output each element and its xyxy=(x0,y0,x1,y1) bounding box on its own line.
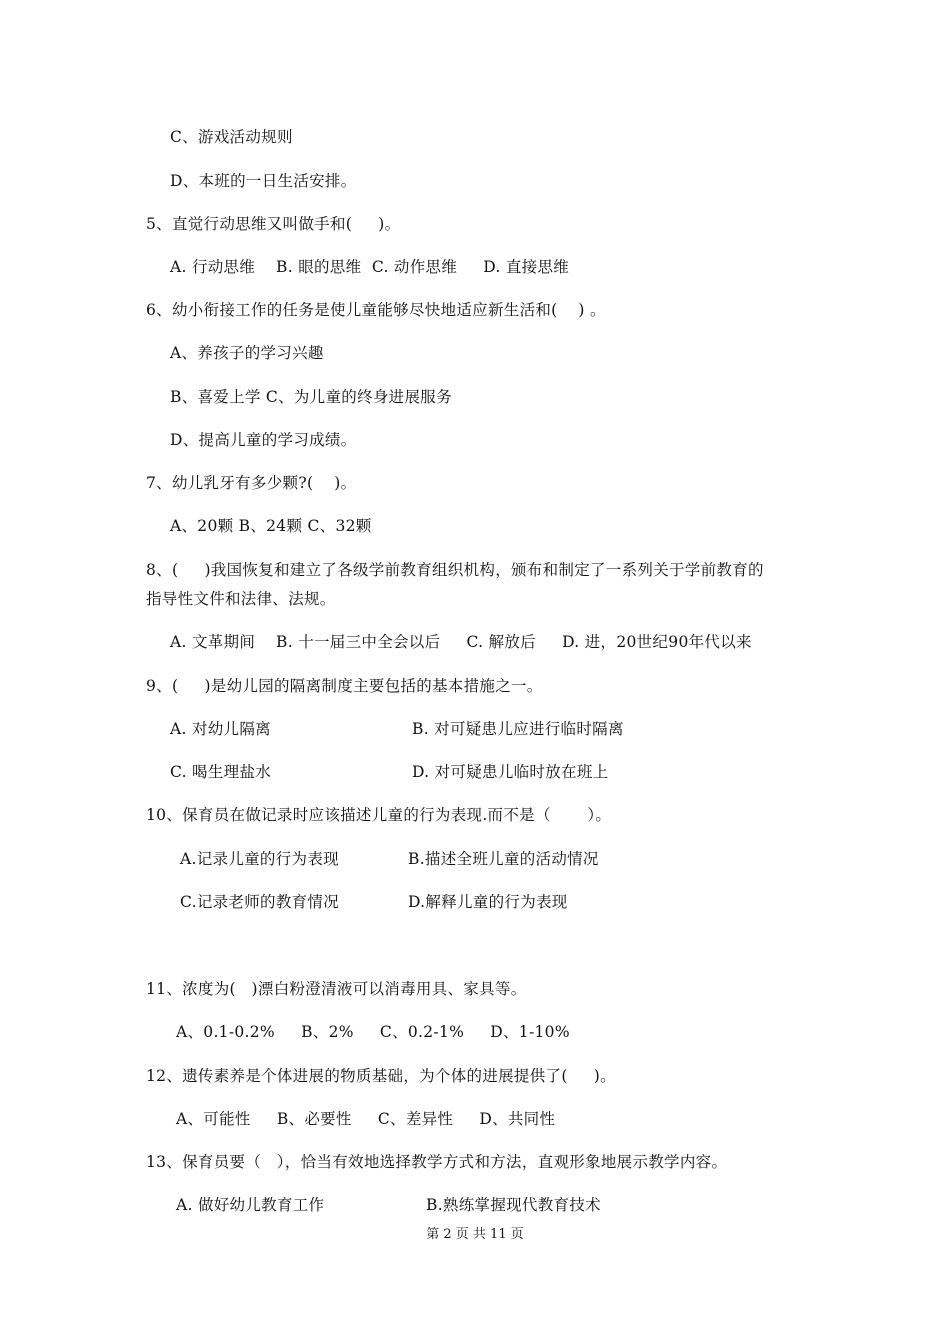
q10-option-d: D.解释儿童的行为表现 xyxy=(408,893,568,911)
q6-option-bc: B、喜爱上学 C、为儿童的终身进展服务 xyxy=(170,388,452,406)
q10-option-a: A.记录儿童的行为表现 xyxy=(180,850,339,868)
q11-options: A、0.1-0.2% B、2% C、0.2-1% D、1-10% xyxy=(176,1023,570,1041)
q12-options: A、可能性 B、必要性 C、差异性 D、共同性 xyxy=(176,1110,556,1128)
q9-option-a: A. 对幼儿隔离 xyxy=(170,720,271,738)
q11-stem: 11、浓度为( )漂白粉澄清液可以消毒用具、家具等。 xyxy=(146,980,527,998)
q9-stem: 9、( )是幼儿园的隔离制度主要包括的基本措施之一。 xyxy=(146,677,543,695)
q10-option-b: B.描述全班儿童的活动情况 xyxy=(408,850,599,868)
q13-option-a: A. 做好幼儿教育工作 xyxy=(176,1196,325,1214)
q7-options: A、20颗 B、24颗 C、32颗 xyxy=(170,517,372,535)
q5-stem: 5、直觉行动思维又叫做手和( )。 xyxy=(146,215,401,233)
q12-stem: 12、遗传素养是个体进展的物质基础，为个体的进展提供了( )。 xyxy=(146,1067,616,1085)
q6-option-d: D、提高儿童的学习成绩。 xyxy=(170,431,357,449)
q10-option-c: C.记录老师的教育情况 xyxy=(180,893,340,911)
q13-stem: 13、保育员要（ ），恰当有效地选择教学方式和方法，直观形象地展示教学内容。 xyxy=(146,1153,728,1171)
q6-option-a: A、养孩子的学习兴趣 xyxy=(170,344,324,362)
q8-stem-line2: 指导性文件和法律、法规。 xyxy=(146,590,336,608)
q13-option-b: B.熟练掌握现代教育技术 xyxy=(426,1196,601,1214)
q8-options: A. 文革期间 B. 十一届三中全会以后 C. 解放后 D. 进，20世纪90年代以来 xyxy=(170,633,752,651)
page-footer: 第 2 页 共 11 页 xyxy=(426,1227,524,1242)
q9-option-c: C. 喝生理盐水 xyxy=(170,763,272,781)
q8-stem-line1: 8、( )我国恢复和建立了各级学前教育组织机构，颁布和制定了一系列关于学前教育的 xyxy=(146,561,764,579)
q9-option-b: B. 对可疑患儿应进行临时隔离 xyxy=(412,720,624,738)
q4-option-c: C、游戏活动规则 xyxy=(170,128,293,146)
q6-stem: 6、幼小衔接工作的任务是使儿童能够尽快地适应新生活和( ) 。 xyxy=(146,301,606,319)
q10-stem: 10、保育员在做记录时应该描述儿童的行为表现.而不是（ ）。 xyxy=(146,806,612,824)
q4-option-d: D、本班的一日生活安排。 xyxy=(170,172,357,190)
q9-option-d: D. 对可疑患儿临时放在班上 xyxy=(412,763,609,781)
q5-options: A. 行动思维 B. 眼的思维 C. 动作思维 D. 直接思维 xyxy=(170,258,570,276)
q7-stem: 7、幼儿乳牙有多少颗?( )。 xyxy=(146,474,357,492)
